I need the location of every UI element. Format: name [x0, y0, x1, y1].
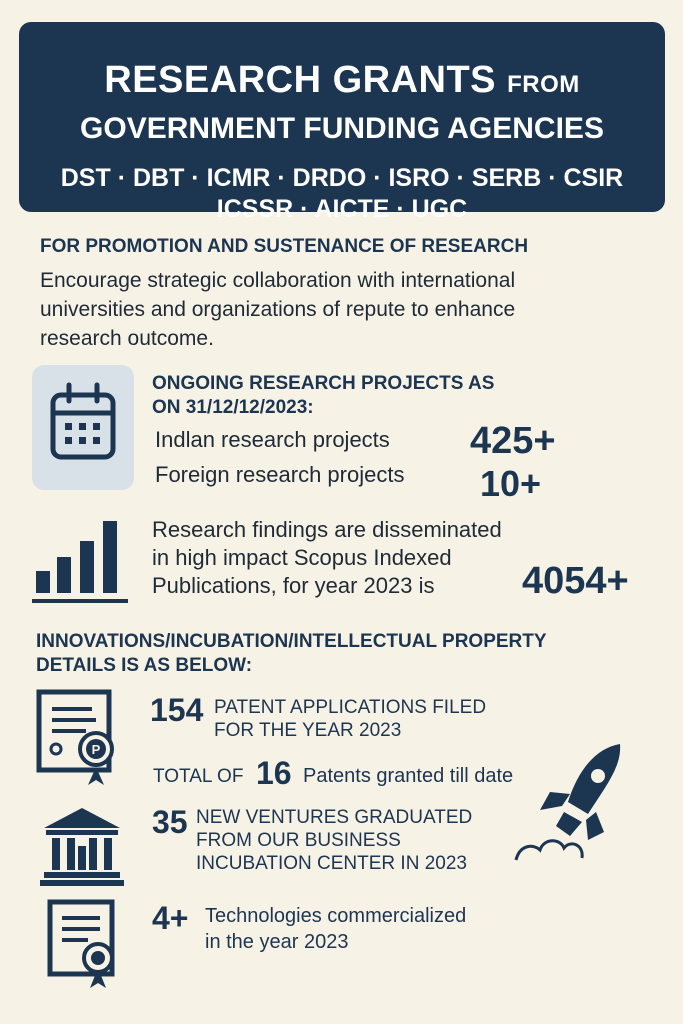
- patents-filed-line-2: FOR THE YEAR 2023: [214, 720, 402, 741]
- technologies-line-2: in the year 2023: [205, 931, 349, 953]
- technology-certificate-icon: [46, 898, 124, 990]
- promotion-heading: FOR PROMOTION AND SUSTENANCE OF RESEARCH: [40, 236, 529, 257]
- agencies-line-2: ICSSR · AICTE · UGC: [216, 195, 468, 223]
- ventures-line-2: FROM OUR BUSINESS: [196, 830, 401, 851]
- patents-granted-prefix: TOTAL OF: [153, 766, 244, 787]
- header-title: [19, 60, 665, 105]
- promotion-line-2: universities and organizations of repute to enhance: [40, 298, 516, 321]
- publications-line-2: in high impact Scopus Indexed: [152, 545, 452, 570]
- promotion-line-3: research outcome.: [40, 327, 214, 350]
- projects-heading-line-2: ON 31/12/12/2023:: [152, 397, 314, 418]
- bar-chart-icon: [30, 515, 130, 607]
- rocket-icon: [512, 740, 632, 870]
- header-title-text: RESEARCH GRANTS: [104, 59, 497, 101]
- technologies-line-1: Technologies commercialized: [205, 905, 467, 927]
- patents-granted-text: Patents granted till date: [303, 765, 514, 787]
- header-subtitle: GOVERNMENT FUNDING AGENCIES: [80, 112, 604, 145]
- projects-heading: [152, 372, 494, 420]
- agencies-line-1: DST · DBT · ICMR · DRDO · ISRO · SERB · CSIR: [60, 164, 624, 192]
- publications-value: 4054+: [522, 560, 629, 602]
- publications-line-3: Publications, for year 2023 is: [152, 573, 435, 598]
- patents-granted-value: 16: [256, 755, 292, 791]
- header-banner: [19, 22, 665, 223]
- calendar-icon: [32, 365, 134, 490]
- promotion-line-1: Encourage strategic collaboration with international: [40, 269, 516, 292]
- technologies-text: [205, 903, 466, 955]
- header-title-suffix: FROM: [507, 71, 580, 98]
- ventures-value: 35: [152, 804, 188, 840]
- svg-text:P: P: [91, 742, 101, 757]
- promotion-body: [40, 266, 515, 353]
- publications-text: [152, 516, 502, 600]
- publications-line-1: Research findings are disseminated: [152, 517, 502, 542]
- incubation-building-icon: [40, 806, 124, 888]
- projects-heading-line-1: ONGOING RESEARCH PROJECTS AS: [152, 373, 495, 394]
- foreign-projects-label: Foreign research projects: [155, 462, 405, 487]
- patents-filed-line-1: PATENT APPLICATIONS FILED: [214, 697, 487, 718]
- indian-projects-label: Indlan research projects: [155, 427, 390, 452]
- patent-certificate-icon: [36, 689, 120, 787]
- ventures-line-3: INCUBATION CENTER IN 2023: [196, 853, 467, 874]
- innovation-heading-line-2: DETAILS IS AS BELOW:: [36, 655, 253, 676]
- indian-projects-value: 425+: [470, 420, 556, 462]
- ventures-text: [196, 806, 472, 875]
- innovation-heading-line-1: INNOVATIONS/INCUBATION/INTELLECTUAL PROPERTY: [36, 631, 547, 652]
- calendar-icon-box: [32, 365, 134, 490]
- innovation-heading: [36, 630, 547, 678]
- patents-filed-text: [214, 696, 486, 742]
- foreign-projects-value: 10+: [480, 463, 542, 504]
- technologies-value: 4+: [152, 900, 189, 936]
- ventures-line-1: NEW VENTURES GRADUATED: [196, 807, 473, 828]
- patents-filed-value: 154: [150, 692, 204, 728]
